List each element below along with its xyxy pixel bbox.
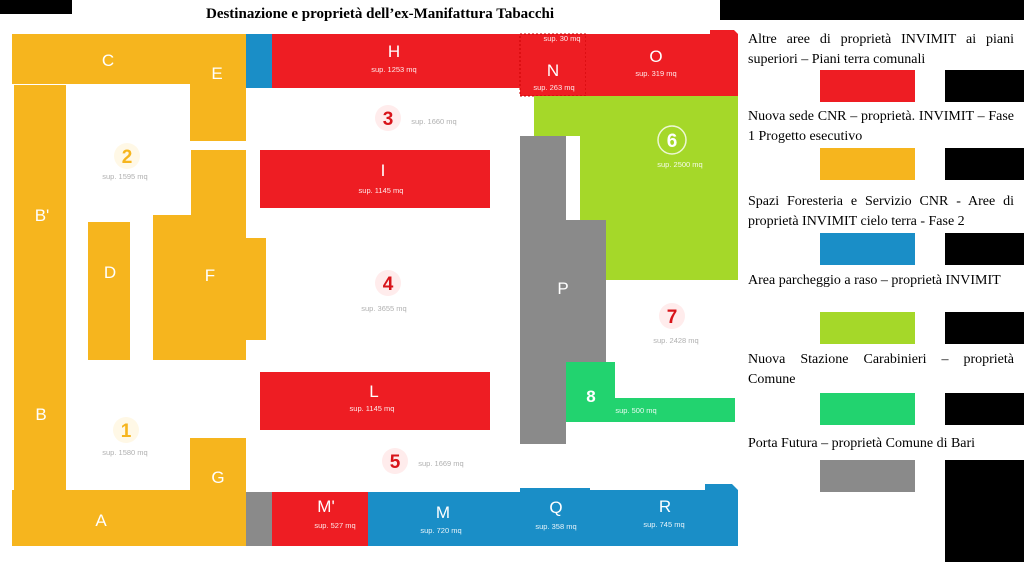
legend-black-bar: [945, 460, 1024, 562]
building-O-sup: sup. 319 mq: [635, 69, 677, 78]
area-6-sup: sup. 2500 mq: [657, 160, 703, 169]
building-Q-label: Q: [549, 498, 563, 517]
building-D-sup-left: sup. 244 mq: [74, 272, 81, 312]
building-L-label: L: [369, 382, 379, 401]
legend: [748, 0, 1024, 562]
legend-text-red: Altre aree di proprietà INVIMIT ai piani superiori – Piani terra comunali: [748, 32, 1014, 67]
building-R-sup: sup. 745 mq: [643, 520, 685, 529]
legend-black-bar: [945, 148, 1024, 180]
legend-text-blue: Spazi Foresteria e Servizio CNR - Aree di proprietà INVIMIT cielo terra - Fase 2: [748, 194, 1014, 229]
building-M[interactable]: [368, 492, 520, 546]
building-N[interactable]: [520, 34, 586, 96]
area-4-number: 4: [382, 274, 394, 295]
area-5[interactable]: [382, 448, 464, 474]
building-H-label: H: [387, 42, 401, 61]
building-Q-sup: sup. 358 mq: [535, 522, 577, 531]
building-O[interactable]: [586, 30, 738, 96]
legend-swatch-blue: [820, 233, 915, 265]
legend-swatch-yellow: [820, 148, 915, 180]
building-I-label: I: [380, 161, 386, 180]
area-5-sup: sup. 1669 mq: [418, 459, 464, 468]
building-O-label: O: [649, 47, 663, 66]
area-2-number: 2: [121, 147, 133, 168]
area-7-number: 7: [666, 307, 678, 328]
building-D[interactable]: [74, 222, 147, 360]
area-5-number: 5: [389, 452, 401, 473]
building-F-label: F: [204, 266, 216, 285]
building-D-sup-right: sup. 294 mq: [140, 272, 147, 312]
building-N-label: N: [546, 61, 560, 80]
building-A[interactable]: [12, 490, 190, 546]
legend-text-gray: Porta Futura – proprietà Comune di Bari: [748, 436, 976, 451]
area-2-sup: sup. 1595 mq: [102, 172, 148, 181]
building-C-label: C: [101, 51, 115, 70]
building-E-label: E: [211, 64, 223, 83]
building-B[interactable]: [14, 360, 66, 490]
building-B-prime-label: B': [34, 206, 50, 225]
area-1-number: 1: [120, 421, 132, 442]
legend-black-bar: [945, 233, 1024, 265]
area-3[interactable]: [375, 105, 457, 131]
building-B-label: B: [35, 405, 47, 424]
building-L-sup: sup. 1145 mq: [349, 404, 395, 413]
legend-swatch-red: [820, 70, 915, 102]
legend-text-lime: Area parcheggio a raso – proprietà INVIMIT: [748, 273, 1001, 288]
area-3-number: 3: [382, 109, 394, 130]
building-B-prime[interactable]: [14, 85, 66, 360]
building-M-prime-sup: sup. 527 mq: [314, 521, 356, 530]
legend-black-bar: [945, 393, 1024, 425]
building-R[interactable]: [590, 484, 738, 546]
area-2[interactable]: [102, 143, 147, 181]
area-6-number: 6: [666, 131, 678, 152]
legend-swatch-lime: [820, 312, 915, 344]
area-8-sup: sup. 500 mq: [615, 406, 657, 415]
building-I-sup: sup. 1145 mq: [358, 186, 404, 195]
building-N-sup: sup. 263 mq: [533, 83, 575, 92]
building-H[interactable]: [272, 34, 520, 88]
building-R-label: R: [658, 497, 672, 516]
area-8-carabinieri[interactable]: [566, 362, 735, 422]
building-C[interactable]: [12, 34, 190, 84]
area-4[interactable]: [361, 270, 406, 313]
building-I[interactable]: [260, 150, 490, 208]
building-Q[interactable]: [520, 488, 590, 546]
legend-text-yellow: Nuova sede CNR – proprietà. INVIMIT – Fase 1 Progetto esecutivo: [748, 109, 1014, 144]
legend-swatch-green: [820, 393, 915, 425]
building-P-label: P: [557, 279, 569, 298]
building-L[interactable]: [260, 372, 490, 430]
building-M-prime-label: M': [317, 497, 335, 516]
building-G-label: G: [211, 468, 225, 487]
area-7[interactable]: [653, 303, 698, 345]
building-M-prime[interactable]: [272, 492, 368, 546]
area-4-sup: sup. 3655 mq: [361, 304, 407, 313]
map-title: Destinazione e proprietà dell’ex-Manifattura Tabacchi: [205, 6, 555, 22]
building-E[interactable]: [190, 34, 246, 141]
building-G[interactable]: [190, 438, 246, 546]
building-M-label: M: [435, 503, 451, 522]
area-7-sup: sup. 2428 mq: [653, 336, 699, 345]
area-8-number: 8: [586, 387, 596, 406]
area-3-sup: sup. 1660 mq: [411, 117, 457, 126]
legend-black-bar: [945, 312, 1024, 344]
building-gray-strip: [246, 492, 272, 546]
area-1-sup: sup. 1580 mq: [102, 448, 148, 457]
building-A-label: A: [95, 511, 107, 530]
building-D-label: D: [103, 263, 117, 282]
building-M-sup: sup. 720 mq: [420, 526, 462, 535]
legend-text-green: Nuova Stazione Carabinieri – proprietà Comune: [748, 352, 1014, 387]
area-1[interactable]: [102, 417, 147, 457]
building-N-sup-top: sup. 30 mq: [543, 34, 581, 43]
legend-swatch-gray: [820, 460, 915, 492]
building-H-sup: sup. 1253 mq: [371, 65, 417, 74]
building-F[interactable]: [153, 150, 266, 360]
legend-black-bar: [945, 70, 1024, 102]
